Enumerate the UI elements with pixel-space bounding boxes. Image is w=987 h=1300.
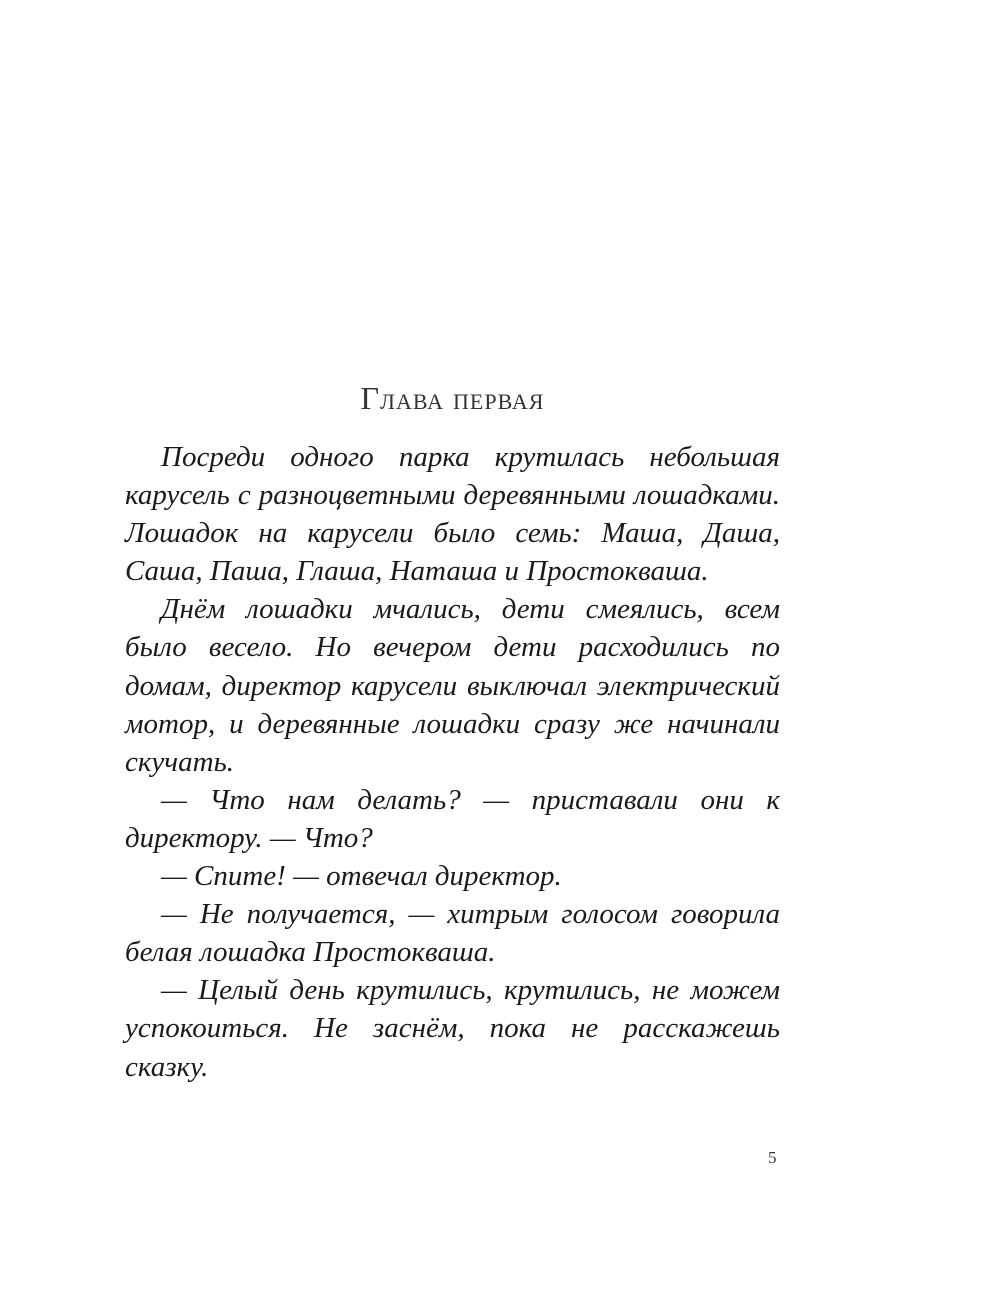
dialogue-line: — Что нам делать? — приставали они к директору. — Что?	[125, 783, 780, 854]
paragraph: Посреди одного парка крутилась небольшая карусель с разноцветными деревянными лошадками. Лошадок на карусели было семь: Маша, Даша, Саша, Паша, Глаша, Наташа и Простокваша.	[125, 441, 780, 588]
body-text	[125, 438, 780, 1086]
paragraph: Днём лошадки мчались, дети смеялись, всем было весело. Но вечером дети расходились по домам, директор карусели выключал электрический мотор, и деревянные лошадки сразу же начинали скучать.	[125, 593, 780, 778]
chapter-title: Глава первая	[360, 380, 545, 416]
dialogue-line: — Спите! — отвечал директор.	[161, 860, 562, 893]
page-number: 5	[768, 1148, 777, 1167]
dialogue-line: — Не получается, — хитрым голосом говорила белая лошадка Простокваша.	[125, 898, 780, 969]
dialogue-line: — Целый день крутились, крутились, не можем успокоиться. Не заснём, пока не расскажешь сказку.	[125, 974, 780, 1083]
